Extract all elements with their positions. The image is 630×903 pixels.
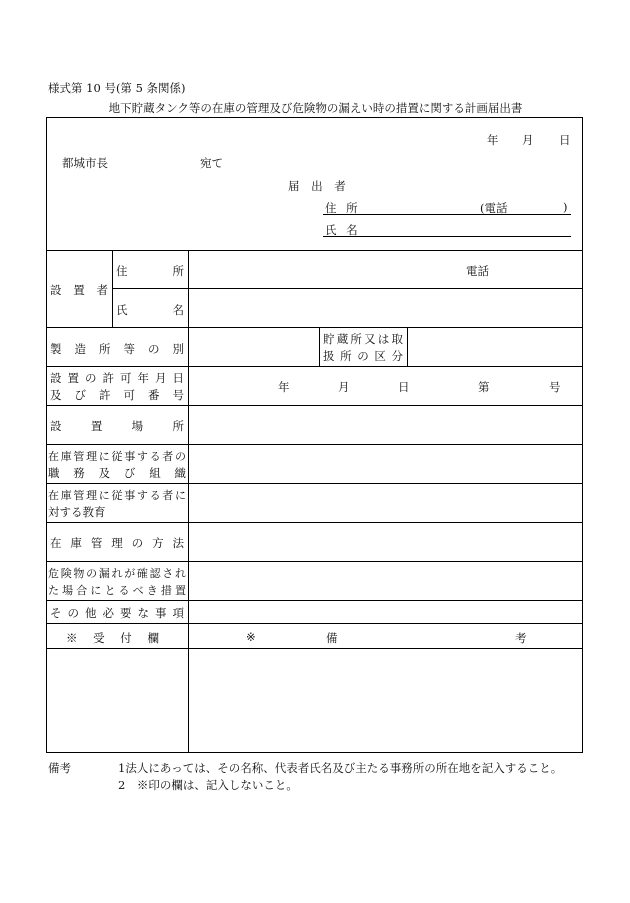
header-year: 年 <box>487 133 499 147</box>
divider <box>112 288 583 289</box>
divider <box>46 366 583 367</box>
location-label: 設置場所 <box>50 419 184 433</box>
permit-month: 月 <box>338 380 350 394</box>
permit-year: 年 <box>278 380 290 394</box>
form-number: 様式第 10 号(第 5 条関係) <box>48 81 186 95</box>
installer-address-label: 住所 <box>116 264 184 278</box>
notes-heading: 備考 <box>48 761 71 775</box>
divider <box>46 522 583 523</box>
address-underline <box>323 214 571 215</box>
divider <box>46 250 583 251</box>
permit-date-label-2: 及び許可番号 <box>50 388 184 402</box>
notifier-address-label: 住 所 <box>325 201 361 215</box>
header-month: 月 <box>522 133 534 147</box>
other-label: その他必要な事項 <box>50 606 184 620</box>
staff-edu-label-1: 在庫管理に従事する者に <box>48 489 186 502</box>
storage-class-label-2: 扱所の区分 <box>323 349 403 363</box>
remarks-mark: ※ <box>246 630 256 644</box>
divider <box>46 561 583 562</box>
divider <box>188 623 189 753</box>
permit-no-prefix: 第 <box>478 380 490 394</box>
header-day: 日 <box>559 133 571 147</box>
staff-org-label-2: 職務及び組織 <box>48 466 186 480</box>
name-underline <box>323 236 571 237</box>
notifier-name-label: 氏 名 <box>325 223 361 237</box>
divider <box>46 327 583 328</box>
notifier-phone-label: (電話 <box>480 201 508 215</box>
permit-day: 日 <box>398 380 410 394</box>
installer-phone-label: 電話 <box>466 264 489 278</box>
addressee-suffix: 宛て <box>200 156 223 170</box>
staff-edu-label-2: 対する教育 <box>48 505 106 519</box>
divider <box>319 327 320 366</box>
installer-name-label: 氏名 <box>116 303 184 317</box>
leak-label-1: 危険物の漏れが確認され <box>48 567 186 580</box>
permit-date-label-1: 設置の許可年月日 <box>50 371 184 385</box>
divider <box>46 444 583 445</box>
divider <box>46 483 583 484</box>
divider <box>46 600 583 601</box>
reception-label: ※ 受 付 欄 <box>66 631 165 645</box>
method-label: 在庫管理の方法 <box>50 536 184 550</box>
installer-label: 設置者 <box>50 283 108 297</box>
facility-type-label: 製造所等の別 <box>50 342 184 356</box>
divider <box>407 327 408 366</box>
note-2: 2 ※印の欄は、記入しないこと。 <box>118 778 298 792</box>
divider <box>46 648 583 649</box>
permit-no-suffix: 号 <box>549 380 561 394</box>
form-title: 地下貯蔵タンク等の在庫の管理及び危険物の漏えい時の措置に関する計画届出書 <box>108 101 523 115</box>
leak-label-2: た場合にとるべき措置 <box>48 584 186 597</box>
divider <box>188 250 189 623</box>
divider <box>46 623 583 624</box>
divider <box>112 250 113 327</box>
remarks-label-2: 考 <box>515 631 527 645</box>
note-1: 1法人にあっては、その名称、代表者氏名及び主たる事務所の所在地を記入すること。 <box>118 761 563 775</box>
notifier-phone-close: ) <box>563 200 568 214</box>
divider <box>46 405 583 406</box>
staff-org-label-1: 在庫管理に従事する者の <box>48 450 186 463</box>
remarks-label-1: 備 <box>326 631 338 645</box>
addressee: 都城市長 <box>62 156 108 170</box>
storage-class-label-1: 貯蔵所又は取 <box>323 332 403 346</box>
notifier-label: 届 出 者 <box>288 179 350 193</box>
